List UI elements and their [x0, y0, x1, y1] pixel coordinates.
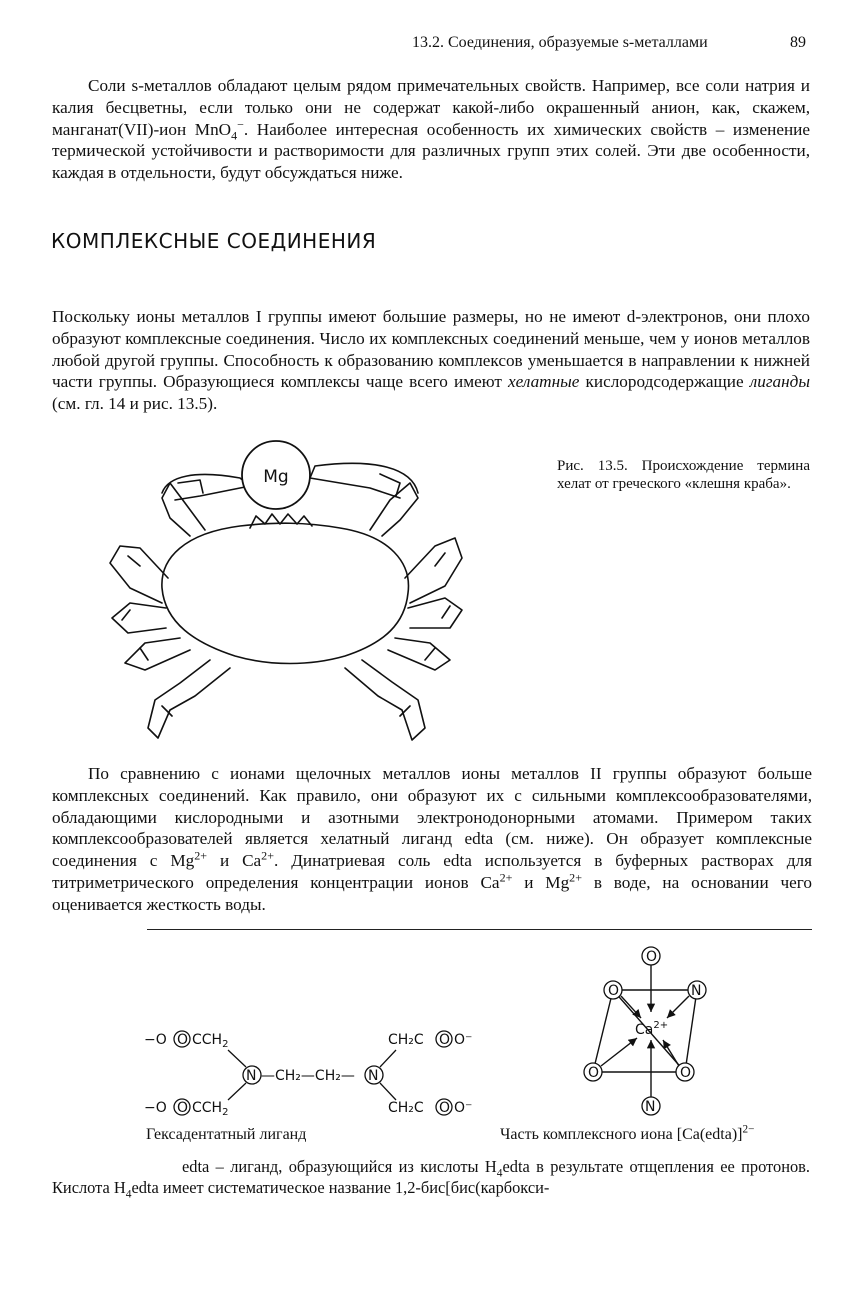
svg-text:−O: −O — [144, 1100, 167, 1116]
svg-text:O: O — [177, 1100, 189, 1116]
svg-text:O: O — [439, 1032, 451, 1048]
figure-caption: Рис. 13.5. Происхождение термина хелат от греческого «клешня краба». — [557, 458, 810, 492]
svg-text:O: O — [177, 1032, 189, 1048]
svg-text:O: O — [608, 983, 620, 999]
svg-text:O: O — [680, 1065, 692, 1081]
svg-text:N: N — [246, 1068, 257, 1084]
paragraph-group2-complexes: По сравнению с ионами щелочных металлов ионы металлов II группы образуют больше комплексных соединений. Как правило, они образуют их с сильными комплексообразователями, обладающими кислородными и азотными электронодонорными атомами. Примером таких комплексообразователей является хелатный лиганд edta (см. ниже). Он образует комплексные соединения с $Mg^{2+}$ и $Ca^{2+}$. Динатриевая соль edta используется в буферных растворах для титриметрического определения концентрации ионов $Ca^{2+}$ и $Mg^{2+}$ в воде, на основании чего оценивается жесткость воды. — [52, 764, 812, 914]
ligand-label: Гексадентатный лиганд — [146, 1126, 307, 1143]
section-title: 13.2. Соединения, образуемые s-металлами — [412, 34, 708, 51]
svg-text:CCH2: $CCH_2$ — [192, 1100, 229, 1118]
svg-text:N: N — [645, 1099, 656, 1115]
svg-text:O: O — [439, 1100, 451, 1116]
svg-text:O⁻: O⁻ — [454, 1100, 473, 1116]
svg-text:O: O — [646, 949, 658, 965]
paragraph-edta-definition: edta – лиганд, образующийся из кислоты $H_4edta$ в результате отщепления ее протонов. Кислота $H_4edta$ имеет систематическое название 1,2-бис[бис(карбокси- — [52, 1157, 810, 1201]
svg-text:N: N — [691, 983, 702, 999]
svg-text:O: O — [588, 1065, 600, 1081]
crab-chelate-figure — [100, 438, 480, 756]
ca-edta-complex — [575, 940, 725, 1120]
paragraph-s-metal-salts: Соли s-металлов обладают целым рядом примечательных свойств. Например, все соли натрия и калия бесцветны, если только они не содержат какой-либо окрашенный анион, как, скажем, манганат(VII)-ион MnO$_4$−. Наиболее интересная особенность их химических свойств – изменение термической устойчивости и растворимости для различных групп этих солей. Эти две особенности, каждая в отдельности, будут обсуждаться ниже. — [52, 76, 810, 183]
svg-text:—CH₂—CH₂—: —CH₂—CH₂— — [261, 1068, 355, 1084]
svg-text:CCH2: $CCH_2$ — [192, 1032, 229, 1050]
svg-text:CH₂C: CH₂C — [388, 1100, 424, 1116]
section-heading: КОМПЛЕКСНЫЕ СОЕДИНЕНИЯ — [51, 229, 377, 253]
svg-text:N: N — [368, 1068, 379, 1084]
svg-text:−O: −O — [144, 1032, 167, 1048]
edta-ligand-structure — [140, 1020, 500, 1120]
svg-text:Ca2+: $Ca^{2+}$ — [635, 1020, 669, 1038]
permanganate-formula: MnO$_4$− — [194, 116, 244, 143]
svg-text:O⁻: O⁻ — [454, 1032, 473, 1048]
mg-label: Mg — [263, 467, 289, 487]
complex-label: Часть комплексного иона [Ca(edta)]$^{2-}$ — [500, 1123, 755, 1143]
svg-text:CH₂C: CH₂C — [388, 1032, 424, 1048]
paragraph-group1-complexes: Поскольку ионы металлов I группы имеют большие размеры, но не имеют d-электронов, они плохо образуют комплексные соединения. Число их комплексных соединений меньше, чем у ионов металлов любой другой группы. Способность к образованию комплексов уменьшается в направлении к нижней части группы. Образующиеся комплексы чаще всего имеют хелатные кислородсодержащие лиганды (см. гл. 14 и рис. 13.5). — [52, 307, 810, 414]
separator-rule — [147, 929, 812, 930]
page-number: 89 — [790, 34, 806, 51]
